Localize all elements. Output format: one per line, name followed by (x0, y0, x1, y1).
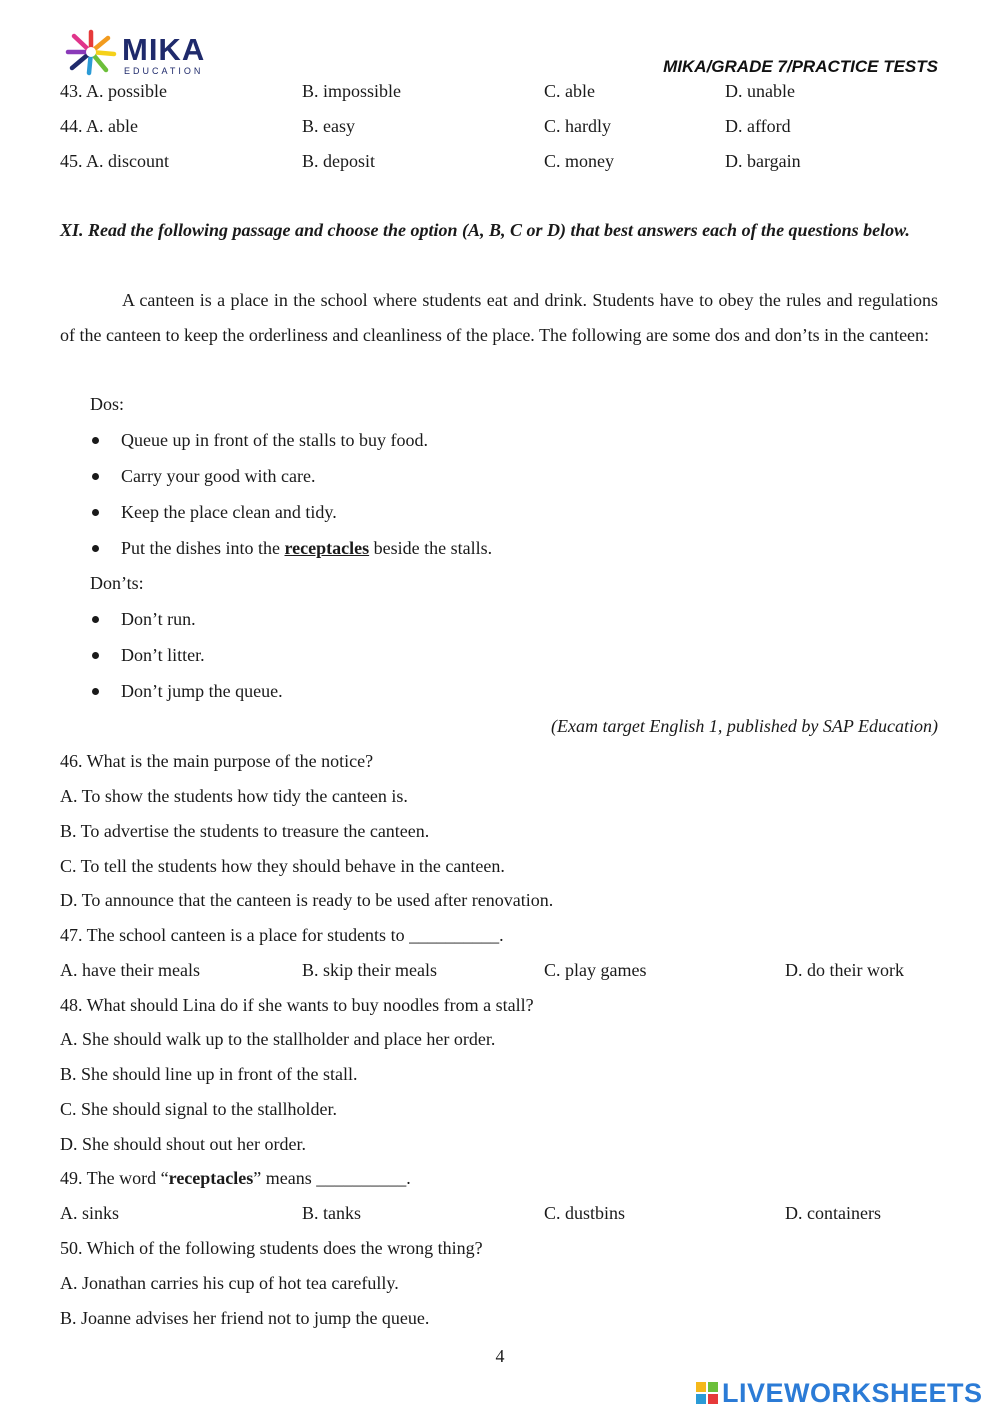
question-49-options (60, 1202, 940, 1224)
passage-source: (Exam target English 1, published by SAP Education) (551, 716, 938, 736)
option-a[interactable]: A. sinks (60, 1203, 120, 1223)
dos-item: Queue up in front of the stalls to buy food. (121, 430, 428, 450)
option-c[interactable]: C. dustbins (544, 1203, 626, 1223)
donts-label: Don’ts: (90, 573, 144, 593)
section-heading: XI. Read the following passage and choose the option (A, B, C or D) that best answers each of the questions below. (60, 220, 910, 240)
question-48-option[interactable]: D. She should shout out her order. (60, 1134, 306, 1154)
question-50-option[interactable]: B. Joanne advises her friend not to jump the queue. (60, 1308, 430, 1328)
question-46-stem: 46. What is the main purpose of the notice? (60, 751, 374, 771)
question-50-stem: 50. Which of the following students does the wrong thing? (60, 1238, 483, 1258)
page-number: 4 (495, 1346, 505, 1366)
option-a: 43. A. possible (60, 81, 168, 101)
mika-logo (62, 28, 222, 78)
question-47-options (60, 959, 940, 981)
question-46-option[interactable]: A. To show the students how tidy the canteen is. (60, 786, 408, 806)
bullet-icon (92, 616, 99, 623)
option-a: 44. A. able (60, 116, 138, 136)
option-b: B. deposit (302, 151, 376, 171)
donts-item: Don’t run. (121, 609, 196, 629)
passage-paragraph: A canteen is a place in the school where students eat and drink. Students have to obey the rules and regulations of the canteen to keep the orderliness and cleanliness of the place. The following are some dos and don’ts in the canteen: (60, 290, 938, 345)
bullet-icon (92, 509, 99, 516)
question-46-option[interactable]: B. To advertise the students to treasure the canteen. (60, 821, 430, 841)
option-c[interactable]: C. play games (544, 960, 647, 980)
logo-wordmark: MIKA (122, 32, 206, 67)
question-49-stem (60, 1167, 411, 1189)
bullet-icon (92, 652, 99, 659)
dos-item: Carry your good with care. (121, 466, 316, 486)
bullet-icon (92, 437, 99, 444)
question-43-row (60, 80, 940, 102)
option-d: D. bargain (725, 151, 801, 171)
watermark-text: LIVEWORKSHEETS (722, 1378, 983, 1408)
stem-text: 49. The word “ (60, 1168, 169, 1188)
bullet-icon (92, 688, 99, 695)
donts-item: Don’t litter. (121, 645, 205, 665)
question-44-row (60, 115, 940, 137)
keyword-receptacles: receptacles (284, 538, 370, 558)
logo-subtitle: EDUCATION (124, 66, 204, 76)
option-c: C. hardly (544, 116, 611, 136)
question-48-stem: 48. What should Lina do if she wants to buy noodles from a stall? (60, 995, 534, 1015)
option-b: B. easy (302, 116, 355, 136)
stem-text: ” means __________. (253, 1168, 411, 1188)
keyword-receptacles: receptacles (168, 1168, 254, 1188)
donts-item: Don’t jump the queue. (121, 681, 283, 701)
question-48-option[interactable]: C. She should signal to the stallholder. (60, 1099, 337, 1119)
option-d[interactable]: D. containers (785, 1203, 881, 1223)
dos-item-receptacles (121, 537, 492, 559)
question-45-row (60, 150, 940, 172)
liveworksheets-logo-icon (696, 1382, 718, 1404)
dos-label: Dos: (90, 394, 125, 414)
dos-item-text: beside the stalls. (369, 538, 493, 558)
question-48-option[interactable]: A. She should walk up to the stallholder and place her order. (60, 1029, 496, 1049)
question-50-option[interactable]: A. Jonathan carries his cup of hot tea carefully. (60, 1273, 399, 1293)
bullet-icon (92, 545, 99, 552)
document-header-title: MIKA/GRADE 7/PRACTICE TESTS (663, 57, 938, 76)
option-a: 45. A. discount (60, 151, 170, 171)
question-46-option[interactable]: C. To tell the students how they should behave in the canteen. (60, 856, 505, 876)
option-d[interactable]: D. do their work (785, 960, 904, 980)
question-46-option[interactable]: D. To announce that the canteen is ready to be used after renovation. (60, 890, 554, 910)
dos-item-text: Put the dishes into the (121, 538, 285, 558)
mika-star-icon (62, 28, 120, 76)
option-c: C. able (544, 81, 595, 101)
bullet-icon (92, 473, 99, 480)
question-48-option[interactable]: B. She should line up in front of the stall. (60, 1064, 358, 1084)
option-c: C. money (544, 151, 614, 171)
option-d: D. unable (725, 81, 795, 101)
option-d: D. afford (725, 116, 791, 136)
dos-item: Keep the place clean and tidy. (121, 502, 337, 522)
option-a[interactable]: A. have their meals (60, 960, 200, 980)
question-47-stem: 47. The school canteen is a place for students to __________. (60, 925, 504, 945)
option-b[interactable]: B. skip their meals (302, 960, 437, 980)
option-b[interactable]: B. tanks (302, 1203, 362, 1223)
option-b: B. impossible (302, 81, 402, 101)
